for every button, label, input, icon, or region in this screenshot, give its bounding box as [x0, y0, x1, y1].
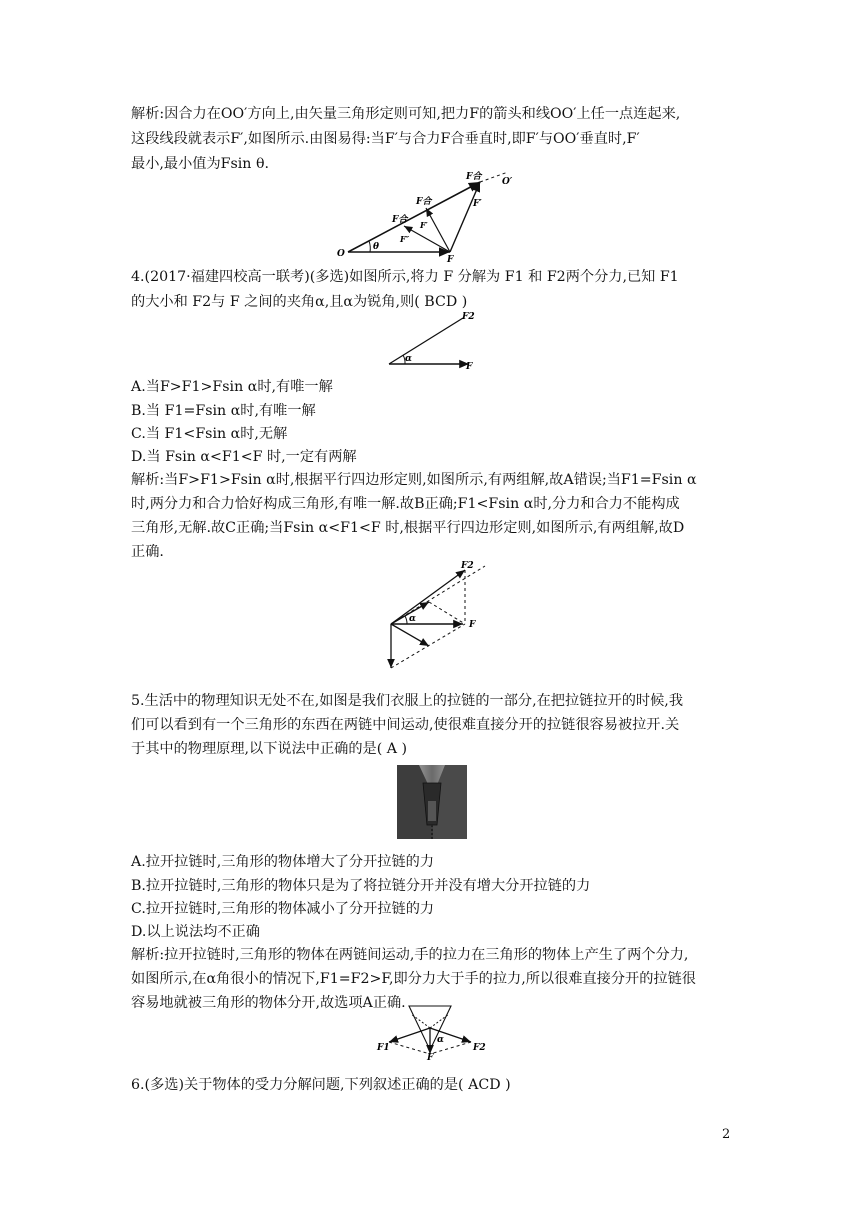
q5-analysis-line1: 解析:拉开拉链时,三角形的物体在两链间运动,手的拉力在三角形的物体上产生了两个分力,: [131, 947, 689, 963]
q5-option-a: A.拉开拉链时,三角形的物体增大了分开拉链的力: [131, 854, 435, 870]
label-F2: F2: [462, 312, 475, 322]
page-number: 2: [722, 1127, 731, 1142]
q4-analysis-line1: 解析:当F>F1>Fsin α时,根据平行四边形定则,如图所示,有两组解,故A错误;当F1=Fsin α: [131, 472, 697, 488]
q4-stem-line2: 的大小和 F2与 F 之间的夹角α,且α为锐角,则( BCD ): [131, 294, 468, 310]
label-F: F: [427, 1053, 434, 1063]
analysis-q3-line3: 最小,最小值为Fsin θ.: [131, 156, 269, 172]
label-alpha: α: [405, 354, 412, 364]
label-F2: F2: [473, 1043, 486, 1053]
q4-analysis-line3: 三角形,无解.故C正确;当Fsin α<F1<F 时,根据平行四边形定则,如图所示,有两组解,故D: [131, 520, 685, 536]
label-F: F: [469, 620, 476, 630]
q5-option-d: D.以上说法均不正确: [131, 924, 260, 940]
q4-analysis-line4: 正确.: [131, 544, 164, 560]
q5-stem-line1: 5.生活中的物理知识无处不在,如图是我们衣服上的拉链的一部分,在把拉链拉开的时候,我: [131, 693, 684, 709]
q5-stem-line3: 于其中的物理原理,以下说法中正确的是( A ): [131, 741, 408, 757]
force-triangle-figure: [337, 170, 550, 265]
q4-option-a: A.当F>F1>Fsin α时,有唯一解: [131, 379, 333, 395]
label-O: O: [337, 249, 345, 259]
label-Fhe-a: F合: [416, 197, 432, 207]
q6-stem: 6.(多选)关于物体的受力分解问题,下列叙述正确的是( ACD ): [131, 1077, 511, 1093]
analysis-q3-line2: 这段线段就表示F′,如图所示.由图易得:当F′与合力F合垂直时,即F′与OO′垂直时,F′: [131, 131, 640, 147]
q5-analysis-line3: 容易地就被三角形的物体分开,故选项A正确.: [131, 995, 406, 1011]
label-F: F: [466, 362, 473, 372]
label-F-prime: F′: [473, 199, 482, 209]
label-alpha: α: [437, 1035, 444, 1045]
angle-figure: [385, 310, 485, 372]
zipper-photo: [397, 765, 467, 839]
q4-option-c: C.当 F1<Fsin α时,无解: [131, 426, 288, 442]
parallelogram-figure: [385, 560, 495, 672]
label-theta: θ: [373, 242, 380, 252]
label-F1: F1: [377, 1043, 390, 1053]
analysis-q3-line1: 解析:因合力在OO′方向上,由矢量三角形定则可知,把力F的箭头和线OO′上任一点连起来,: [131, 106, 681, 122]
q4-option-b: B.当 F1=Fsin α时,有唯一解: [131, 403, 316, 419]
label-F-double-prime: F″: [400, 234, 410, 244]
label-alpha: α: [409, 614, 416, 624]
q5-option-b: B.拉开拉链时,三角形的物体只是为了将拉链分开并没有增大分开拉链的力: [131, 878, 591, 894]
label-O-prime: O′: [502, 177, 513, 187]
q5-analysis-line2: 如图所示,在α角很小的情况下,F1=F2>F,即分力大于手的拉力,所以很难直接分开的拉链很: [131, 971, 696, 987]
q4-stem-line1: 4.(2017·福建四校高一联考)(多选)如图所示,将力 F 分解为 F1 和 F2两个分力,已知 F1: [131, 269, 679, 285]
wedge-force-figure: [375, 1004, 495, 1063]
q4-analysis-line2: 时,两分力和合力恰好构成三角形,有唯一解.故B正确;F1<Fsin α时,分力和合力不能构成: [131, 496, 680, 512]
label-F: F: [447, 255, 454, 265]
label-Fhe-top: F合: [466, 172, 482, 182]
label-F2: F2: [461, 561, 474, 571]
q5-stem-line2: 们可以看到有一个三角形的东西在两链中间运动,使很难直接分开的拉链很容易被拉开.关: [131, 717, 680, 733]
label-F-prime-2: F′: [420, 220, 428, 230]
label-Fhe-b: F合: [392, 215, 408, 225]
q4-option-d: D.当 Fsin α<F1<F 时,一定有两解: [131, 449, 357, 465]
q5-option-c: C.拉开拉链时,三角形的物体减小了分开拉链的力: [131, 901, 435, 917]
